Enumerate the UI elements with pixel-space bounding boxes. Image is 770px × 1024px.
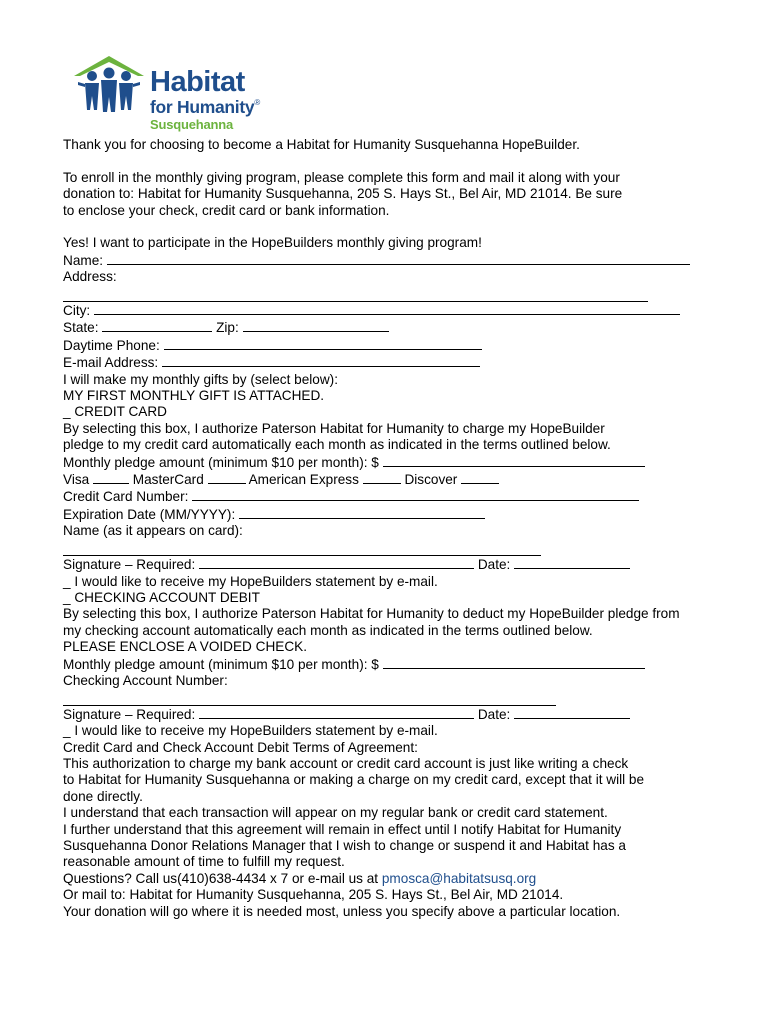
expiration-label: Expiration Date (MM/YYYY): — [63, 506, 236, 522]
phone-label: Daytime Phone: — [63, 337, 160, 353]
closing-text: Your donation will go where it is needed most, unless you specify above a particular location. — [63, 903, 621, 919]
ck-statement-email-option[interactable]: _ I would like to receive my HopeBuilders statement by e-mail. — [63, 723, 438, 739]
ck-signature-label: Signature – Required: — [63, 706, 196, 722]
ck-signature-field[interactable] — [199, 706, 474, 719]
terms-line-7: reasonable amount of time to fulfill my request. — [63, 854, 345, 870]
ck-pledge-row — [63, 656, 763, 673]
email-row — [63, 354, 763, 371]
cc-number-label: Credit Card Number: — [63, 489, 189, 505]
habitat-logo — [70, 52, 270, 136]
name-on-card-field[interactable] — [63, 540, 541, 556]
credit-card-option[interactable]: _ CREDIT CARD — [63, 404, 167, 420]
terms-heading: Credit Card and Check Account Debit Terms of Agreement: — [63, 739, 418, 755]
name-label: Name: — [63, 252, 104, 268]
ck-date-label: Date: — [477, 706, 511, 722]
logo-line-for-humanity-text: for Humanity — [150, 97, 255, 117]
mastercard-label: MasterCard — [132, 472, 204, 488]
logo-line-for-humanity — [150, 99, 260, 117]
cc-signature-field[interactable] — [199, 556, 474, 569]
enroll-line-1: To enroll in the monthly giving program, please complete this form and mail it along with your — [63, 169, 620, 185]
cc-date-field[interactable] — [514, 556, 630, 569]
registered-mark: ® — [254, 98, 260, 107]
expiration-field[interactable] — [239, 506, 485, 519]
yes-participate-text: Yes! I want to participate in the HopeBuilders monthly giving program! — [63, 235, 482, 251]
cc-number-field[interactable] — [192, 488, 639, 501]
ck-signature-row — [63, 706, 763, 723]
address-field[interactable] — [63, 286, 648, 302]
cc-pledge-field[interactable] — [383, 454, 645, 467]
cc-auth-line-1: By selecting this box, I authorize Paterson Habitat for Humanity to charge my HopeBuilder — [63, 420, 605, 436]
amex-label: American Express — [248, 472, 359, 488]
questions-text: Questions? Call us(410)638-4434 x 7 or e-mail us at — [63, 870, 382, 886]
city-row — [63, 302, 763, 319]
terms-line-6: Susquehanna Donor Relations Manager that I wish to change or suspend it and Habitat has a — [63, 837, 626, 853]
ck-pledge-label: Monthly pledge amount (minimum $10 per month): $ — [63, 656, 379, 672]
cc-auth-line-2: pledge to my credit card automatically each month as indicated in the terms outlined below. — [63, 437, 611, 453]
name-on-card-label: Name (as it appears on card): — [63, 523, 243, 539]
terms-line-1: This authorization to charge my bank account or credit card account is just like writing a check — [63, 755, 629, 771]
contact-email-link[interactable]: pmosca@habitatsusq.org — [381, 870, 537, 886]
zip-label: Zip: — [216, 320, 239, 336]
checking-number-field[interactable] — [63, 689, 556, 705]
email-field[interactable] — [162, 354, 480, 367]
name-field[interactable] — [107, 252, 690, 265]
city-label: City: — [63, 303, 91, 319]
expiration-row — [63, 506, 763, 523]
enroll-line-3: to enclose your check, credit card or bank information. — [63, 202, 390, 218]
phone-field[interactable] — [164, 337, 482, 350]
ck-date-field[interactable] — [514, 706, 630, 719]
email-label: E-mail Address: — [63, 355, 159, 371]
discover-label: Discover — [404, 472, 458, 488]
phone-row — [63, 337, 763, 354]
checking-option[interactable]: _ CHECKING ACCOUNT DEBIT — [63, 589, 260, 605]
checking-number-label: Checking Account Number: — [63, 672, 228, 688]
questions-row — [63, 871, 763, 887]
state-field[interactable] — [102, 319, 212, 332]
city-field[interactable] — [94, 302, 680, 315]
cc-signature-row — [63, 556, 763, 573]
intro-text: Thank you for choosing to become a Habitat for Humanity Susquehanna HopeBuilder. — [63, 137, 580, 152]
address-label: Address: — [63, 269, 117, 285]
cc-pledge-label: Monthly pledge amount (minimum $10 per month): $ — [63, 454, 379, 470]
ck-pledge-field[interactable] — [383, 656, 645, 669]
logo-line-susquehanna: Susquehanna — [150, 117, 234, 132]
logo-line-habitat: Habitat — [150, 66, 245, 98]
discover-field[interactable] — [461, 471, 499, 484]
card-type-row — [63, 471, 763, 488]
house-people-icon — [70, 52, 148, 118]
ck-auth-line-1: By selecting this box, I authorize Paterson Habitat for Humanity to deduct my HopeBuilder pledge from — [63, 606, 680, 622]
terms-line-3: done directly. — [63, 788, 143, 804]
select-text: I will make my monthly gifts by (select below): — [63, 371, 338, 387]
cc-signature-label: Signature – Required: — [63, 557, 196, 573]
voided-check-text: PLEASE ENCLOSE A VOIDED CHECK. — [63, 639, 308, 655]
state-zip-row — [63, 319, 763, 336]
terms-line-2: to Habitat for Humanity Susquehanna or making a charge on my credit card, except that it will be — [63, 772, 645, 788]
zip-field[interactable] — [243, 319, 389, 332]
mail-to-text: Or mail to: Habitat for Humanity Susquehanna, 205 S. Hays St., Bel Air, MD 21014. — [63, 887, 564, 903]
mastercard-field[interactable] — [208, 471, 246, 484]
terms-line-4: I understand that each transaction will appear on my regular bank or credit card statement. — [63, 805, 608, 821]
cc-statement-email-option[interactable]: _ I would like to receive my HopeBuilders statement by e-mail. — [63, 573, 438, 589]
cc-number-row — [63, 488, 763, 505]
ck-auth-line-2: my checking account automatically each month as indicated in the terms outlined below. — [63, 622, 593, 638]
enroll-line-2: donation to: Habitat for Humanity Susquehanna, 205 S. Hays St., Bel Air, MD 21014. Be sure — [63, 186, 623, 202]
first-gift-text: MY FIRST MONTHLY GIFT IS ATTACHED. — [63, 388, 325, 404]
visa-label: Visa — [63, 472, 90, 488]
form-content — [63, 137, 763, 920]
state-label: State: — [63, 320, 99, 336]
terms-line-5: I further understand that this agreement will remain in effect until I notify Habitat for Humanity — [63, 821, 622, 837]
name-row — [63, 252, 763, 269]
visa-field[interactable] — [93, 471, 129, 484]
cc-date-label: Date: — [477, 557, 511, 573]
cc-pledge-row — [63, 454, 763, 471]
amex-field[interactable] — [363, 471, 401, 484]
